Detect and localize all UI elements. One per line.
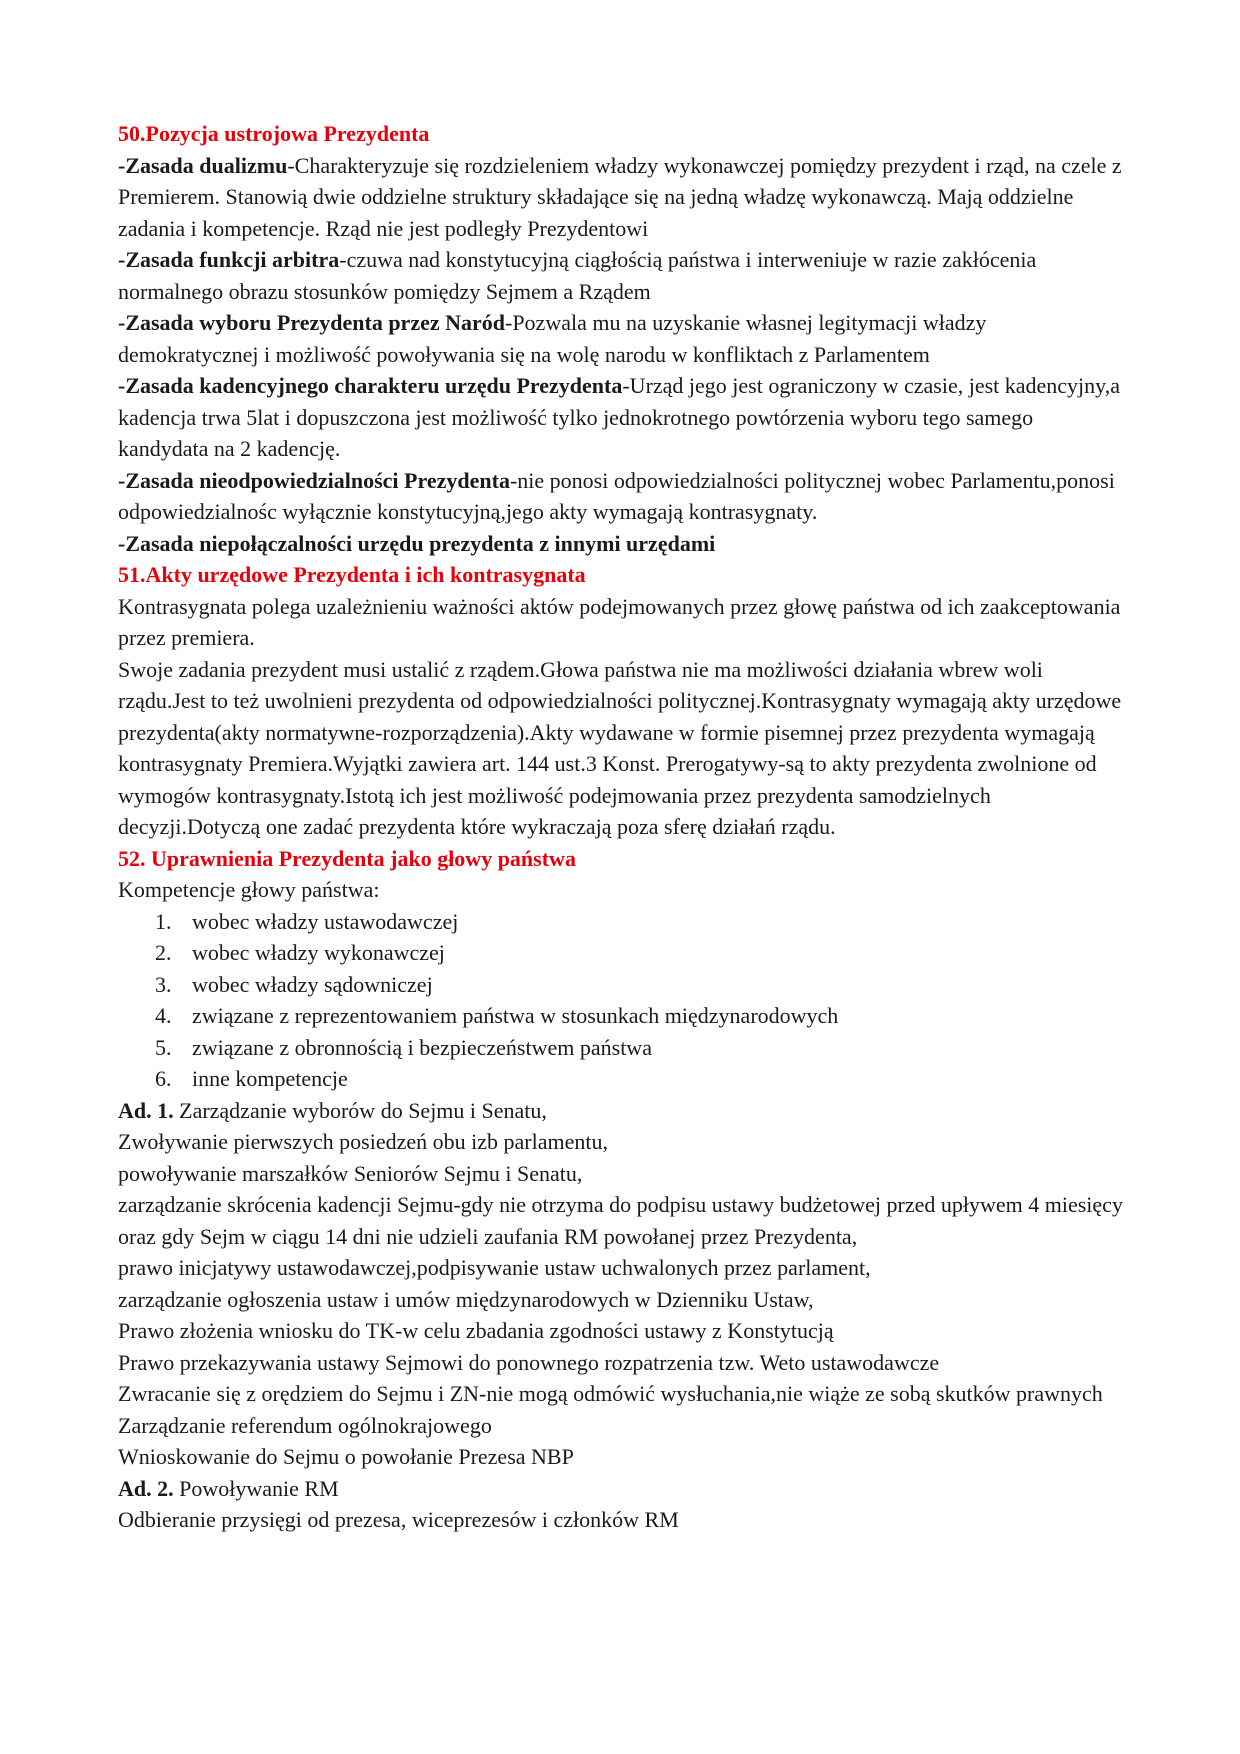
principle-text: -nie ponosi odpowiedzialności politycznej wobec Parlamentu,ponosi odpowiedzialnośc wyłącznie konstytucyjną,jego akty wymagają kontrasygnaty.	[118, 467, 1115, 524]
list-item-text: wobec władzy wykonawczej	[192, 940, 445, 965]
list-item	[118, 1032, 1128, 1064]
principle-paragraph	[118, 244, 1128, 307]
section-heading-52: 52. Uprawnienia Prezydenta jako głowy państwa	[118, 845, 576, 871]
list-item	[118, 1063, 1128, 1095]
ad2-first-text: Powoływanie RM	[173, 1475, 339, 1501]
document-page	[118, 118, 1128, 1536]
principle-term: -Zasada wyboru Prezydenta przez Naród	[118, 310, 505, 335]
principle-paragraph	[118, 150, 1128, 245]
ad1-line: prawo inicjatywy ustawodawczej,podpisywanie ustaw uchwalonych przez parlament,	[118, 1255, 871, 1280]
principle-text: -czuwa nad konstytucyjną ciągłością państwa i interweniuje w razie zakłócenia normalnego obrazu stosunków pomiędzy Sejmem a Rządem	[118, 247, 1037, 304]
principle-paragraph	[118, 370, 1128, 465]
competences-intro: Kompetencje głowy państwa:	[118, 877, 380, 902]
principle-text: -Pozwala mu na uzyskanie własnej legitymacji władzy demokratycznej i możliwość powoływania się na wolę narodu w konfliktach z Parlamentem	[118, 310, 987, 367]
list-number: 5.	[155, 1034, 172, 1060]
principle-term: -Zasada kadencyjnego charakteru urzędu Prezydenta	[118, 373, 623, 398]
competences-list	[118, 906, 1128, 1095]
list-item-text: związane z obronnością i bezpieczeństwem państwa	[192, 1034, 652, 1060]
principle-paragraph	[118, 307, 1128, 370]
list-number: 6.	[155, 1066, 172, 1091]
ad1-line: powoływanie marszałków Seniorów Sejmu i Senatu,	[118, 1160, 583, 1186]
body-paragraph: Kontrasygnata polega uzależnieniu ważności aktów podejmowanych przez głowę państwa od ich zaakceptowania przez premiera.	[118, 593, 1121, 650]
ad1-line: zarządzanie ogłoszenia ustaw i umów międzynarodowych w Dzienniku Ustaw,	[118, 1286, 814, 1312]
list-item	[118, 969, 1128, 1001]
principle-term: -Zasada dualizmu	[118, 152, 288, 178]
principle-paragraph	[118, 528, 1128, 560]
ad2-label: Ad. 2.	[118, 1475, 174, 1501]
list-item	[118, 937, 1128, 969]
ad1-line: zarządzanie skrócenia kadencji Sejmu-gdy nie otrzyma do podpisu ustawy budżetowej przed upływem 4 miesięcy oraz gdy Sejm w ciągu 14 dni nie udzieli zaufania RM powołanej przez Prezydenta,	[118, 1192, 1123, 1249]
ad1-line: Zwoływanie pierwszych posiedzeń obu izb parlamentu,	[118, 1129, 608, 1154]
list-item	[118, 906, 1128, 938]
ad1-line: Zwracanie się z orędziem do Sejmu i ZN-nie mogą odmówić wysłuchania,nie wiąże ze sobą skutków prawnych	[118, 1381, 1103, 1406]
principle-term: -Zasada nieodpowiedzialności Prezydenta	[118, 467, 510, 493]
body-paragraph: Swoje zadania prezydent musi ustalić z rządem.Głowa państwa nie ma możliwości działania wbrew woli rządu.Jest to też uwolnieni prezydenta od odpowiedzialności politycznej.Kontrasygnaty wymagają akty urzędowe prezydenta(akty normatywne-rozporządzenia).Akty wydawane w formie pisemnej przez prezydenta wymagają kontrasygnaty Premiera.Wyjątki zawiera art. 144 ust.3 Konst. Prerogatywy-są to akty prezydenta zwolnione od wymogów kontrasygnaty.Istotą ich jest możliwość podejmowania przez prezydenta samodzielnych decyzji.Dotyczą one zadać prezydenta które wykraczają poza sferę działań rządu.	[118, 656, 1122, 839]
list-number: 4.	[155, 1003, 172, 1028]
ad2-line: Odbieranie przysięgi od prezesa, wiceprezesów i członków RM	[118, 1507, 679, 1532]
ad2-first-line	[118, 1473, 1128, 1505]
list-number: 3.	[155, 971, 172, 997]
ad1-label: Ad. 1.	[118, 1097, 174, 1123]
ad1-line: Zarządzanie referendum ogólnokrajowego	[118, 1412, 492, 1438]
principle-paragraph	[118, 465, 1128, 528]
ad1-line: Prawo złożenia wniosku do TK-w celu zbadania zgodności ustawy z Konstytucją	[118, 1318, 834, 1343]
principle-text: -Urząd jego jest ograniczony w czasie, jest kadencyjny,a kadencja trwa 5lat i dopuszczona jest możliwość tylko jednokrotnego powtórzenia wyboru tego samego kandydata na 2 kadencję.	[118, 373, 1121, 461]
section-heading-51: 51.Akty urzędowe Prezydenta i ich kontrasygnata	[118, 562, 586, 587]
list-item-text: wobec władzy ustawodawczej	[192, 908, 459, 934]
principle-term: -Zasada funkcji arbitra	[118, 247, 340, 272]
principle-text: -Charakteryzuje się rozdzieleniem władzy wykonawczej pomiędzy prezydent i rząd, na czele z Premierem. Stanowią dwie oddzielne struktury składające się na jedną władzę wykonawczą. Mają oddzielne zadania i kompetencje. Rząd nie jest podległy Prezydentowi	[118, 152, 1122, 241]
ad1-line: Prawo przekazywania ustawy Sejmowi do ponownego rozpatrzenia tzw. Weto ustawodawcze	[118, 1349, 940, 1375]
list-number: 2.	[155, 940, 172, 965]
ad1-line: Wnioskowanie do Sejmu o powołanie Prezesa NBP	[118, 1444, 574, 1469]
ad1-first-text: Zarządzanie wyborów do Sejmu i Senatu,	[173, 1097, 547, 1123]
principle-term: -Zasada niepołączalności urzędu prezydenta z innymi urzędami	[118, 530, 716, 556]
list-number: 1.	[155, 908, 172, 934]
list-item-text: wobec władzy sądowniczej	[192, 971, 433, 997]
list-item-text: inne kompetencje	[192, 1066, 348, 1091]
list-item	[118, 1000, 1128, 1032]
ad1-first-line	[118, 1095, 1128, 1127]
list-item-text: związane z reprezentowaniem państwa w stosunkach międzynarodowych	[192, 1003, 839, 1028]
section-heading-50: 50.Pozycja ustrojowa Prezydenta	[118, 121, 430, 146]
